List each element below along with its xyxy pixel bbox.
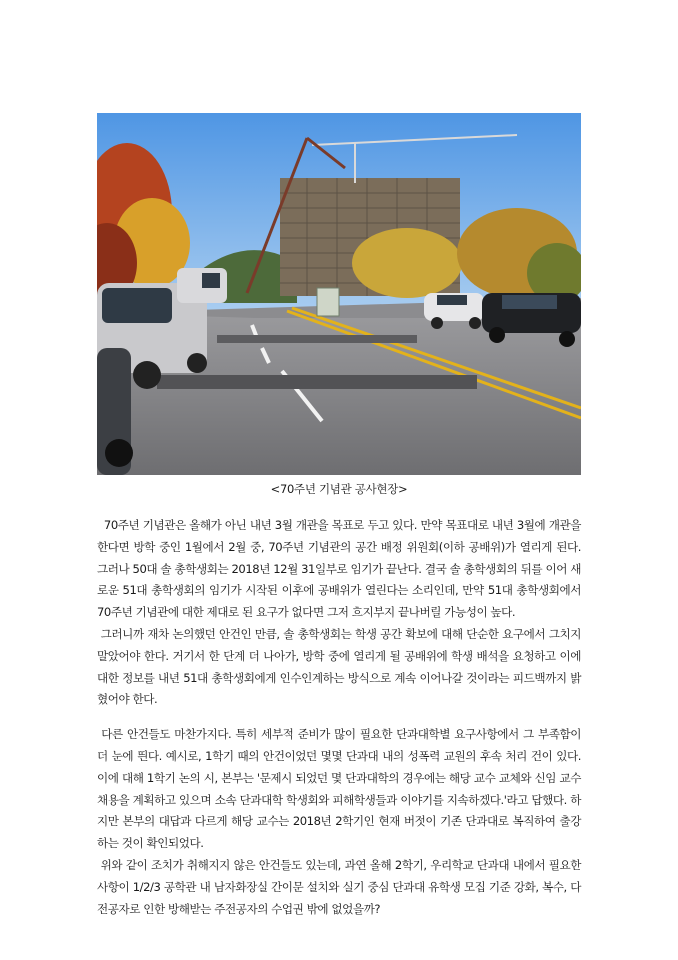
photo-caption: <70주년 기념관 공사현장> xyxy=(270,482,408,496)
article-paragraph: 다른 안건들도 마찬가지다. 특히 세부적 준비가 많이 필요한 단과대학별 요구사항에서 그 부족함이 더 눈에 띈다. 예시로, 1학기 때의 안건이었던 몇몇 단과대 내의 성폭력 교원의 후속 처리 건이 있다. 이에 대해 1학기 논의 시, 본부는 '문제시 되었던 몇 단과대학의 경우에는 해당 교수 교체와 신임 교수 채용을 계획하고 있으며 소속 단과대학 학생회와 피해학생들과 이야기를 지속하겠다.'라고 답했다. 하지만 본부의 대답과 다르게 해당 교수는 2018년 2학기인 현재 버젓이 기존 단과대로 복직하여 출강하는 것이 확인되었다. xyxy=(97,727,585,851)
photo-illustration xyxy=(97,113,581,475)
sign-board xyxy=(317,288,339,316)
article-paragraph: 위와 같이 조치가 취해지지 않은 안건들도 있는데, 과연 올해 2학기, 우리학교 단과대 내에서 필요한 사항이 1/2/3 공학관 내 남자화장실 간이문 설치와 실기 중심 단과대 유학생 모집 기준 강화, 복수, 다전공자로 인한 방해받는 주전공자의 수업권 밖에 없었을까? xyxy=(97,857,585,916)
article-body xyxy=(97,515,585,920)
parked-car-dark xyxy=(97,348,133,475)
road-patch xyxy=(217,335,417,343)
road-patch xyxy=(157,375,477,389)
article-paragraph: 그러니까 재차 논의했던 안건인 만큼, 솔 총학생회는 학생 공간 확보에 대해 단순한 요구에서 그치지 말았어야 한다. 거기서 한 단계 더 나아가, 방학 중에 열리게 될 공배위에 학생 배석을 요청하고 이에 대한 정보를 내년 51대 총학생회에게 인수인계하는 방식으로 계속 이어나갈 것이라는 피드백까지 밝혔어야 한다. xyxy=(97,626,585,707)
parked-van xyxy=(177,268,227,303)
construction-site-photo xyxy=(97,113,581,475)
autumn-tree xyxy=(352,228,462,298)
article-paragraph: 70주년 기념관은 올해가 아닌 내년 3월 개관을 목표로 두고 있다. 만약 목표대로 내년 3월에 개관을 한다면 방학 중인 1월에서 2월 중, 70주년 기념관의 공간 배정 위원회(이하 공배위)가 열리게 된다. 그러나 50대 솔 총학생회는 2018년 12월 31일부로 임기가 끝난다. 결국 솔 총학생회의 뒤를 이어 새로운 51대 총학생회의 임기가 시작된 이후에 공배위가 열린다는 소리인데, 만약 51대 총학생회에서 70주년 기념관에 대한 제대로 된 요구가 없다면 그저 흐지부지 끝나버릴 가능성이 높다. xyxy=(97,518,585,620)
